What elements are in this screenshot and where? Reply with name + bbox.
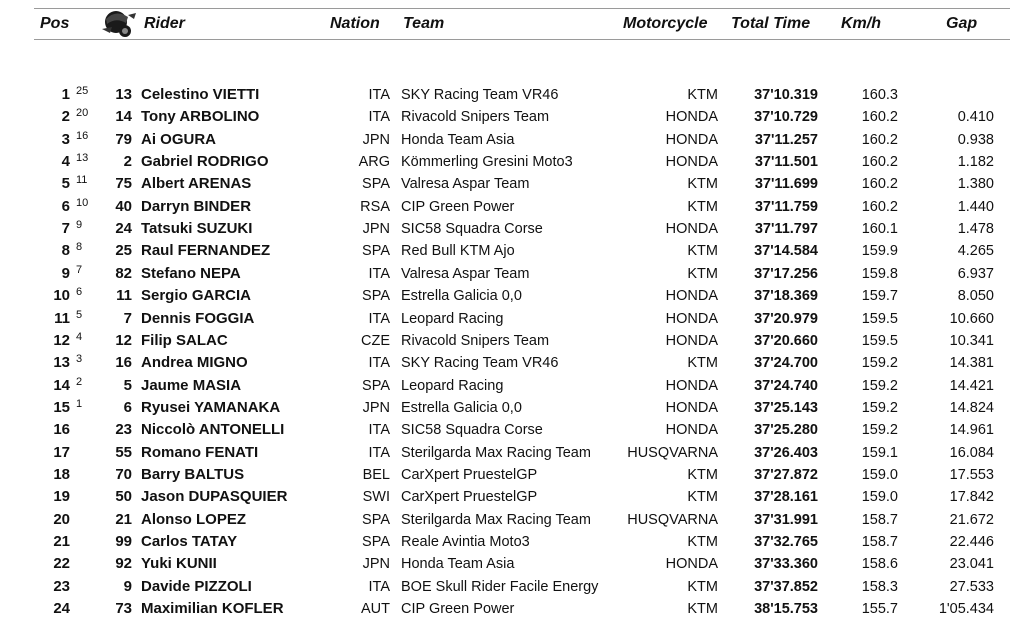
- cell-total-time: 37'10.729: [754, 109, 818, 126]
- cell-position: 7: [61, 220, 70, 238]
- cell-motorcycle: HONDA: [665, 399, 718, 416]
- cell-nation: SWI: [362, 489, 390, 506]
- cell-rider-number: 9: [123, 577, 132, 595]
- cell-position: 8: [61, 242, 70, 260]
- table-row: [0, 330, 1024, 352]
- cell-rider-number: 6: [123, 398, 132, 416]
- header-nation: Nation: [330, 15, 380, 32]
- cell-rider-number: 13: [115, 86, 132, 103]
- cell-speed-kmh: 159.0: [861, 466, 898, 483]
- cell-rider-name: Niccolò ANTONELLI: [141, 421, 285, 439]
- cell-rider-number: 99: [115, 533, 132, 550]
- cell-speed-kmh: 159.1: [861, 444, 898, 461]
- cell-points: 8: [76, 241, 83, 254]
- cell-total-time: 37'27.872: [754, 466, 818, 483]
- cell-total-time: 37'10.319: [754, 87, 818, 103]
- cell-team-name: Estrella Galicia 0,0: [401, 288, 522, 305]
- cell-position: 17: [53, 443, 70, 461]
- cell-team-name: Reale Avintia Moto3: [401, 534, 530, 550]
- cell-speed-kmh: 160.2: [861, 109, 898, 126]
- cell-rider-number: 7: [123, 309, 132, 327]
- cell-rider-name: Jaume MASIA: [141, 376, 242, 394]
- cell-position: 6: [61, 197, 70, 215]
- cell-points: 6: [76, 286, 83, 299]
- cell-team-name: Valresa Aspar Team: [401, 176, 530, 193]
- cell-speed-kmh: 160.2: [861, 176, 898, 193]
- cell-total-time: 37'25.143: [754, 399, 818, 416]
- cell-team-name: BOE Skull Rider Facile Energy: [401, 578, 599, 595]
- cell-total-time: 37'11.699: [754, 176, 818, 193]
- cell-motorcycle: KTM: [687, 466, 718, 483]
- cell-total-time: 37'28.161: [754, 489, 818, 506]
- cell-motorcycle: KTM: [687, 176, 718, 193]
- cell-team-name: Leopard Racing: [401, 310, 504, 327]
- cell-speed-kmh: 158.6: [861, 556, 898, 573]
- cell-rider-name: Maximilian KOFLER: [141, 600, 284, 618]
- cell-speed-kmh: 159.2: [861, 422, 898, 439]
- table-row: [0, 84, 1024, 106]
- cell-team-name: Sterilgarda Max Racing Team: [401, 511, 591, 528]
- cell-team-name: Rivacold Snipers Team: [401, 109, 550, 126]
- cell-position: 18: [53, 465, 70, 483]
- cell-gap: 14.421: [949, 377, 994, 394]
- cell-motorcycle: HONDA: [665, 154, 718, 171]
- cell-position: 1: [61, 86, 70, 103]
- cell-speed-kmh: 160.3: [861, 87, 898, 103]
- cell-rider-name: Davide PIZZOLI: [141, 577, 252, 595]
- cell-team-name: Honda Team Asia: [401, 131, 515, 148]
- cell-speed-kmh: 159.9: [861, 243, 898, 260]
- cell-speed-kmh: 159.2: [861, 399, 898, 416]
- cell-gap: 21.672: [949, 511, 994, 528]
- cell-motorcycle: KTM: [687, 578, 718, 595]
- cell-total-time: 37'14.584: [754, 243, 818, 260]
- cell-position: 12: [53, 331, 70, 349]
- cell-motorcycle: HONDA: [665, 131, 718, 148]
- cell-team-name: Sterilgarda Max Racing Team: [401, 444, 591, 461]
- cell-nation: ITA: [368, 355, 390, 372]
- cell-nation: JPN: [362, 131, 390, 148]
- cell-rider-number: 5: [123, 376, 132, 394]
- table-row: [0, 576, 1024, 598]
- cell-nation: ITA: [368, 444, 390, 461]
- table-row: [0, 106, 1024, 128]
- cell-total-time: 37'32.765: [754, 534, 818, 550]
- cell-nation: JPN: [362, 221, 390, 238]
- header-pos: Pos: [40, 15, 70, 32]
- cell-nation: ITA: [368, 310, 390, 327]
- table-row: [0, 285, 1024, 307]
- cell-rider-number: 2: [123, 153, 132, 171]
- cell-team-name: SIC58 Squadra Corse: [401, 221, 543, 238]
- cell-gap: 1'05.434: [938, 601, 994, 618]
- cell-total-time: 37'11.797: [754, 221, 818, 238]
- cell-motorcycle: KTM: [687, 198, 718, 215]
- cell-nation: ITA: [368, 265, 390, 282]
- cell-speed-kmh: 155.7: [861, 601, 898, 618]
- cell-total-time: 37'11.759: [754, 198, 818, 215]
- cell-rider-number: 70: [115, 465, 132, 483]
- cell-nation: JPN: [362, 556, 390, 573]
- cell-rider-name: Gabriel RODRIGO: [141, 153, 269, 171]
- cell-team-name: CarXpert PruestelGP: [401, 489, 538, 506]
- cell-speed-kmh: 160.2: [861, 131, 898, 148]
- cell-total-time: 37'20.979: [754, 310, 818, 327]
- cell-gap: 17.842: [949, 489, 994, 506]
- cell-motorcycle: KTM: [687, 534, 718, 550]
- cell-gap: 22.446: [949, 534, 994, 550]
- cell-gap: 0.410: [957, 109, 994, 126]
- cell-gap: 23.041: [949, 556, 994, 573]
- table-row: [0, 531, 1024, 553]
- cell-position: 20: [53, 510, 70, 528]
- cell-position: 13: [53, 354, 70, 372]
- cell-rider-name: Ai OGURA: [141, 130, 216, 148]
- table-row: [0, 218, 1024, 240]
- cell-nation: SPA: [362, 511, 390, 528]
- cell-nation: ARG: [358, 154, 390, 171]
- cell-points: 16: [76, 129, 89, 142]
- cell-nation: AUT: [361, 601, 390, 618]
- cell-motorcycle: HONDA: [665, 221, 718, 238]
- cell-rider-number: 24: [115, 220, 132, 238]
- table-row: [0, 352, 1024, 374]
- cell-rider-number: 55: [115, 443, 132, 461]
- cell-rider-name: Raul FERNANDEZ: [141, 242, 271, 260]
- table-row: [0, 151, 1024, 173]
- cell-speed-kmh: 159.5: [861, 310, 898, 327]
- cell-total-time: 37'31.991: [754, 511, 818, 528]
- cell-points: 9: [76, 219, 83, 232]
- cell-rider-name: Darryn BINDER: [141, 197, 252, 215]
- table-row: [0, 240, 1024, 262]
- cell-rider-name: Alonso LOPEZ: [141, 510, 246, 528]
- header-team: Team: [403, 15, 445, 32]
- table-row: [0, 553, 1024, 575]
- cell-team-name: Estrella Galicia 0,0: [401, 399, 522, 416]
- cell-position: 9: [61, 264, 70, 282]
- cell-team-name: SKY Racing Team VR46: [401, 87, 559, 103]
- cell-speed-kmh: 159.2: [861, 355, 898, 372]
- cell-motorcycle: KTM: [687, 243, 718, 260]
- table-row: [0, 173, 1024, 195]
- cell-rider-name: Celestino VIETTI: [141, 86, 260, 103]
- cell-motorcycle: HONDA: [665, 310, 718, 327]
- cell-rider-number: 75: [115, 175, 132, 193]
- cell-total-time: 37'24.740: [754, 377, 818, 394]
- cell-team-name: SIC58 Squadra Corse: [401, 422, 543, 439]
- cell-rider-number: 21: [115, 510, 132, 528]
- table-row: [0, 419, 1024, 441]
- header-kmh: Km/h: [841, 15, 881, 32]
- cell-motorcycle: HONDA: [665, 377, 718, 394]
- cell-motorcycle: KTM: [687, 87, 718, 103]
- table-row: [0, 442, 1024, 464]
- cell-gap: 10.341: [949, 332, 994, 349]
- cell-rider-name: Jason DUPASQUIER: [141, 488, 288, 506]
- header-total-time: Total Time: [731, 15, 811, 32]
- cell-speed-kmh: 160.2: [861, 198, 898, 215]
- cell-points: 1: [76, 397, 83, 410]
- cell-total-time: 37'11.257: [754, 131, 818, 148]
- cell-points: 4: [76, 330, 83, 343]
- table-row: [0, 397, 1024, 419]
- cell-rider-name: Tony ARBOLINO: [141, 108, 260, 126]
- cell-rider-name: Stefano NEPA: [141, 264, 241, 282]
- cell-position: 21: [53, 533, 70, 550]
- cell-rider-name: Barry BALTUS: [141, 465, 245, 483]
- cell-gap: 10.660: [949, 310, 994, 327]
- cell-gap: 6.937: [957, 265, 994, 282]
- cell-total-time: 38'15.753: [754, 601, 818, 618]
- cell-nation: ITA: [368, 109, 390, 126]
- cell-position: 5: [61, 175, 70, 193]
- cell-speed-kmh: 160.2: [861, 154, 898, 171]
- cell-gap: 1.182: [957, 154, 994, 171]
- cell-nation: BEL: [362, 466, 390, 483]
- cell-team-name: Red Bull KTM Ajo: [401, 243, 515, 260]
- cell-speed-kmh: 158.3: [861, 578, 898, 595]
- cell-position: 23: [53, 577, 70, 595]
- cell-rider-number: 50: [115, 488, 132, 506]
- cell-position: 14: [53, 376, 70, 394]
- cell-gap: 1.478: [957, 221, 994, 238]
- cell-speed-kmh: 159.5: [861, 332, 898, 349]
- cell-rider-number: 14: [115, 108, 132, 126]
- cell-motorcycle: HONDA: [665, 332, 718, 349]
- cell-rider-name: Andrea MIGNO: [141, 354, 248, 372]
- cell-gap: 4.265: [957, 243, 994, 260]
- cell-gap: 14.824: [949, 399, 994, 416]
- cell-points: 13: [76, 152, 89, 165]
- cell-nation: CZE: [361, 332, 390, 349]
- cell-nation: JPN: [362, 399, 390, 416]
- table-row: [0, 196, 1024, 218]
- cell-speed-kmh: 158.7: [861, 511, 898, 528]
- cell-gap: 8.050: [957, 288, 994, 305]
- cell-gap: 17.553: [949, 466, 994, 483]
- table-row: [0, 464, 1024, 486]
- cell-gap: 27.533: [949, 578, 994, 595]
- rider-helmet-icon: [98, 7, 138, 41]
- cell-rider-number: 92: [115, 555, 132, 573]
- cell-rider-number: 79: [115, 130, 132, 148]
- cell-nation: SPA: [362, 377, 390, 394]
- cell-speed-kmh: 159.8: [861, 265, 898, 282]
- cell-points: 5: [76, 308, 83, 321]
- cell-total-time: 37'37.852: [754, 578, 818, 595]
- cell-gap: 0.938: [957, 131, 994, 148]
- cell-points: 7: [76, 263, 83, 276]
- cell-team-name: Rivacold Snipers Team: [401, 332, 550, 349]
- cell-speed-kmh: 158.7: [861, 534, 898, 550]
- cell-motorcycle: KTM: [687, 489, 718, 506]
- cell-motorcycle: HUSQVARNA: [627, 511, 718, 528]
- cell-motorcycle: HUSQVARNA: [627, 444, 718, 461]
- cell-motorcycle: KTM: [687, 265, 718, 282]
- cell-rider-number: 16: [115, 354, 132, 372]
- cell-rider-number: 82: [115, 264, 132, 282]
- cell-position: 22: [53, 555, 70, 573]
- cell-motorcycle: HONDA: [665, 288, 718, 305]
- cell-motorcycle: HONDA: [665, 556, 718, 573]
- header-gap: Gap: [946, 15, 978, 32]
- cell-nation: SPA: [362, 243, 390, 260]
- cell-rider-name: Albert ARENAS: [141, 175, 252, 193]
- cell-speed-kmh: 159.2: [861, 377, 898, 394]
- cell-points: 3: [76, 353, 83, 366]
- cell-motorcycle: HONDA: [665, 422, 718, 439]
- cell-position: 24: [53, 600, 70, 618]
- cell-total-time: 37'25.280: [754, 422, 818, 439]
- table-row: [0, 598, 1024, 620]
- cell-rider-name: Carlos TATAY: [141, 533, 238, 550]
- cell-rider-name: Sergio GARCIA: [141, 287, 252, 305]
- table-row: [0, 509, 1024, 531]
- cell-team-name: CarXpert PruestelGP: [401, 466, 538, 483]
- cell-points: 11: [76, 174, 88, 187]
- cell-gap: 1.380: [957, 176, 994, 193]
- cell-position: 10: [53, 287, 70, 305]
- cell-team-name: Leopard Racing: [401, 377, 504, 394]
- cell-total-time: 37'26.403: [754, 444, 818, 461]
- table-row: [0, 308, 1024, 330]
- cell-total-time: 37'11.501: [754, 154, 818, 171]
- cell-points: 2: [76, 375, 83, 388]
- cell-nation: SPA: [362, 176, 390, 193]
- cell-total-time: 37'33.360: [754, 556, 818, 573]
- cell-points: 20: [76, 107, 89, 120]
- cell-total-time: 37'20.660: [754, 332, 818, 349]
- table-row: [0, 375, 1024, 397]
- cell-position: 4: [61, 153, 70, 171]
- cell-position: 19: [53, 488, 70, 506]
- results-header: [34, 8, 1010, 40]
- table-row: [0, 263, 1024, 285]
- header-motorcycle: Motorcycle: [623, 15, 708, 32]
- cell-motorcycle: KTM: [687, 355, 718, 372]
- cell-nation: ITA: [368, 578, 390, 595]
- cell-speed-kmh: 160.1: [861, 221, 898, 238]
- cell-team-name: Honda Team Asia: [401, 556, 515, 573]
- table-row: [0, 486, 1024, 508]
- cell-speed-kmh: 159.7: [861, 288, 898, 305]
- cell-nation: RSA: [360, 198, 390, 215]
- cell-position: 16: [53, 421, 70, 439]
- cell-rider-number: 73: [115, 600, 132, 618]
- cell-gap: 14.381: [949, 355, 994, 372]
- cell-nation: SPA: [362, 534, 390, 550]
- cell-rider-number: 23: [115, 421, 132, 439]
- cell-gap: 16.084: [949, 444, 994, 461]
- cell-nation: ITA: [368, 87, 390, 103]
- cell-rider-name: Tatsuki SUZUKI: [141, 220, 253, 238]
- cell-speed-kmh: 159.0: [861, 489, 898, 506]
- cell-rider-name: Filip SALAC: [141, 331, 228, 349]
- cell-total-time: 37'17.256: [754, 265, 818, 282]
- cell-position: 11: [54, 309, 70, 327]
- header-rider: Rider: [144, 15, 185, 32]
- cell-rider-name: Romano FENATI: [141, 443, 259, 461]
- cell-points: 10: [76, 196, 89, 209]
- cell-rider-name: Dennis FOGGIA: [141, 309, 255, 327]
- table-row: [0, 129, 1024, 151]
- cell-position: 3: [61, 130, 70, 148]
- cell-gap: 1.440: [957, 198, 994, 215]
- cell-position: 15: [53, 398, 70, 416]
- cell-total-time: 37'24.700: [754, 355, 818, 372]
- cell-gap: 14.961: [949, 422, 994, 439]
- cell-rider-number: 12: [115, 331, 132, 349]
- cell-rider-number: 11: [116, 287, 132, 305]
- cell-total-time: 37'18.369: [754, 288, 818, 305]
- cell-motorcycle: KTM: [687, 601, 718, 618]
- helmet-logo-svg: [98, 7, 138, 41]
- cell-nation: ITA: [368, 422, 390, 439]
- cell-team-name: Valresa Aspar Team: [401, 265, 530, 282]
- cell-motorcycle: HONDA: [665, 109, 718, 126]
- cell-points: 25: [76, 85, 89, 97]
- cell-rider-name: Ryusei YAMANAKA: [141, 398, 281, 416]
- cell-rider-name: Yuki KUNII: [141, 555, 217, 573]
- cell-team-name: CIP Green Power: [401, 601, 515, 618]
- cell-rider-number: 40: [115, 197, 132, 215]
- cell-team-name: SKY Racing Team VR46: [401, 355, 559, 372]
- cell-nation: SPA: [362, 288, 390, 305]
- cell-rider-number: 25: [115, 242, 132, 260]
- cell-team-name: Kömmerling Gresini Moto3: [401, 154, 573, 171]
- cell-position: 2: [61, 108, 70, 126]
- cell-team-name: CIP Green Power: [401, 198, 515, 215]
